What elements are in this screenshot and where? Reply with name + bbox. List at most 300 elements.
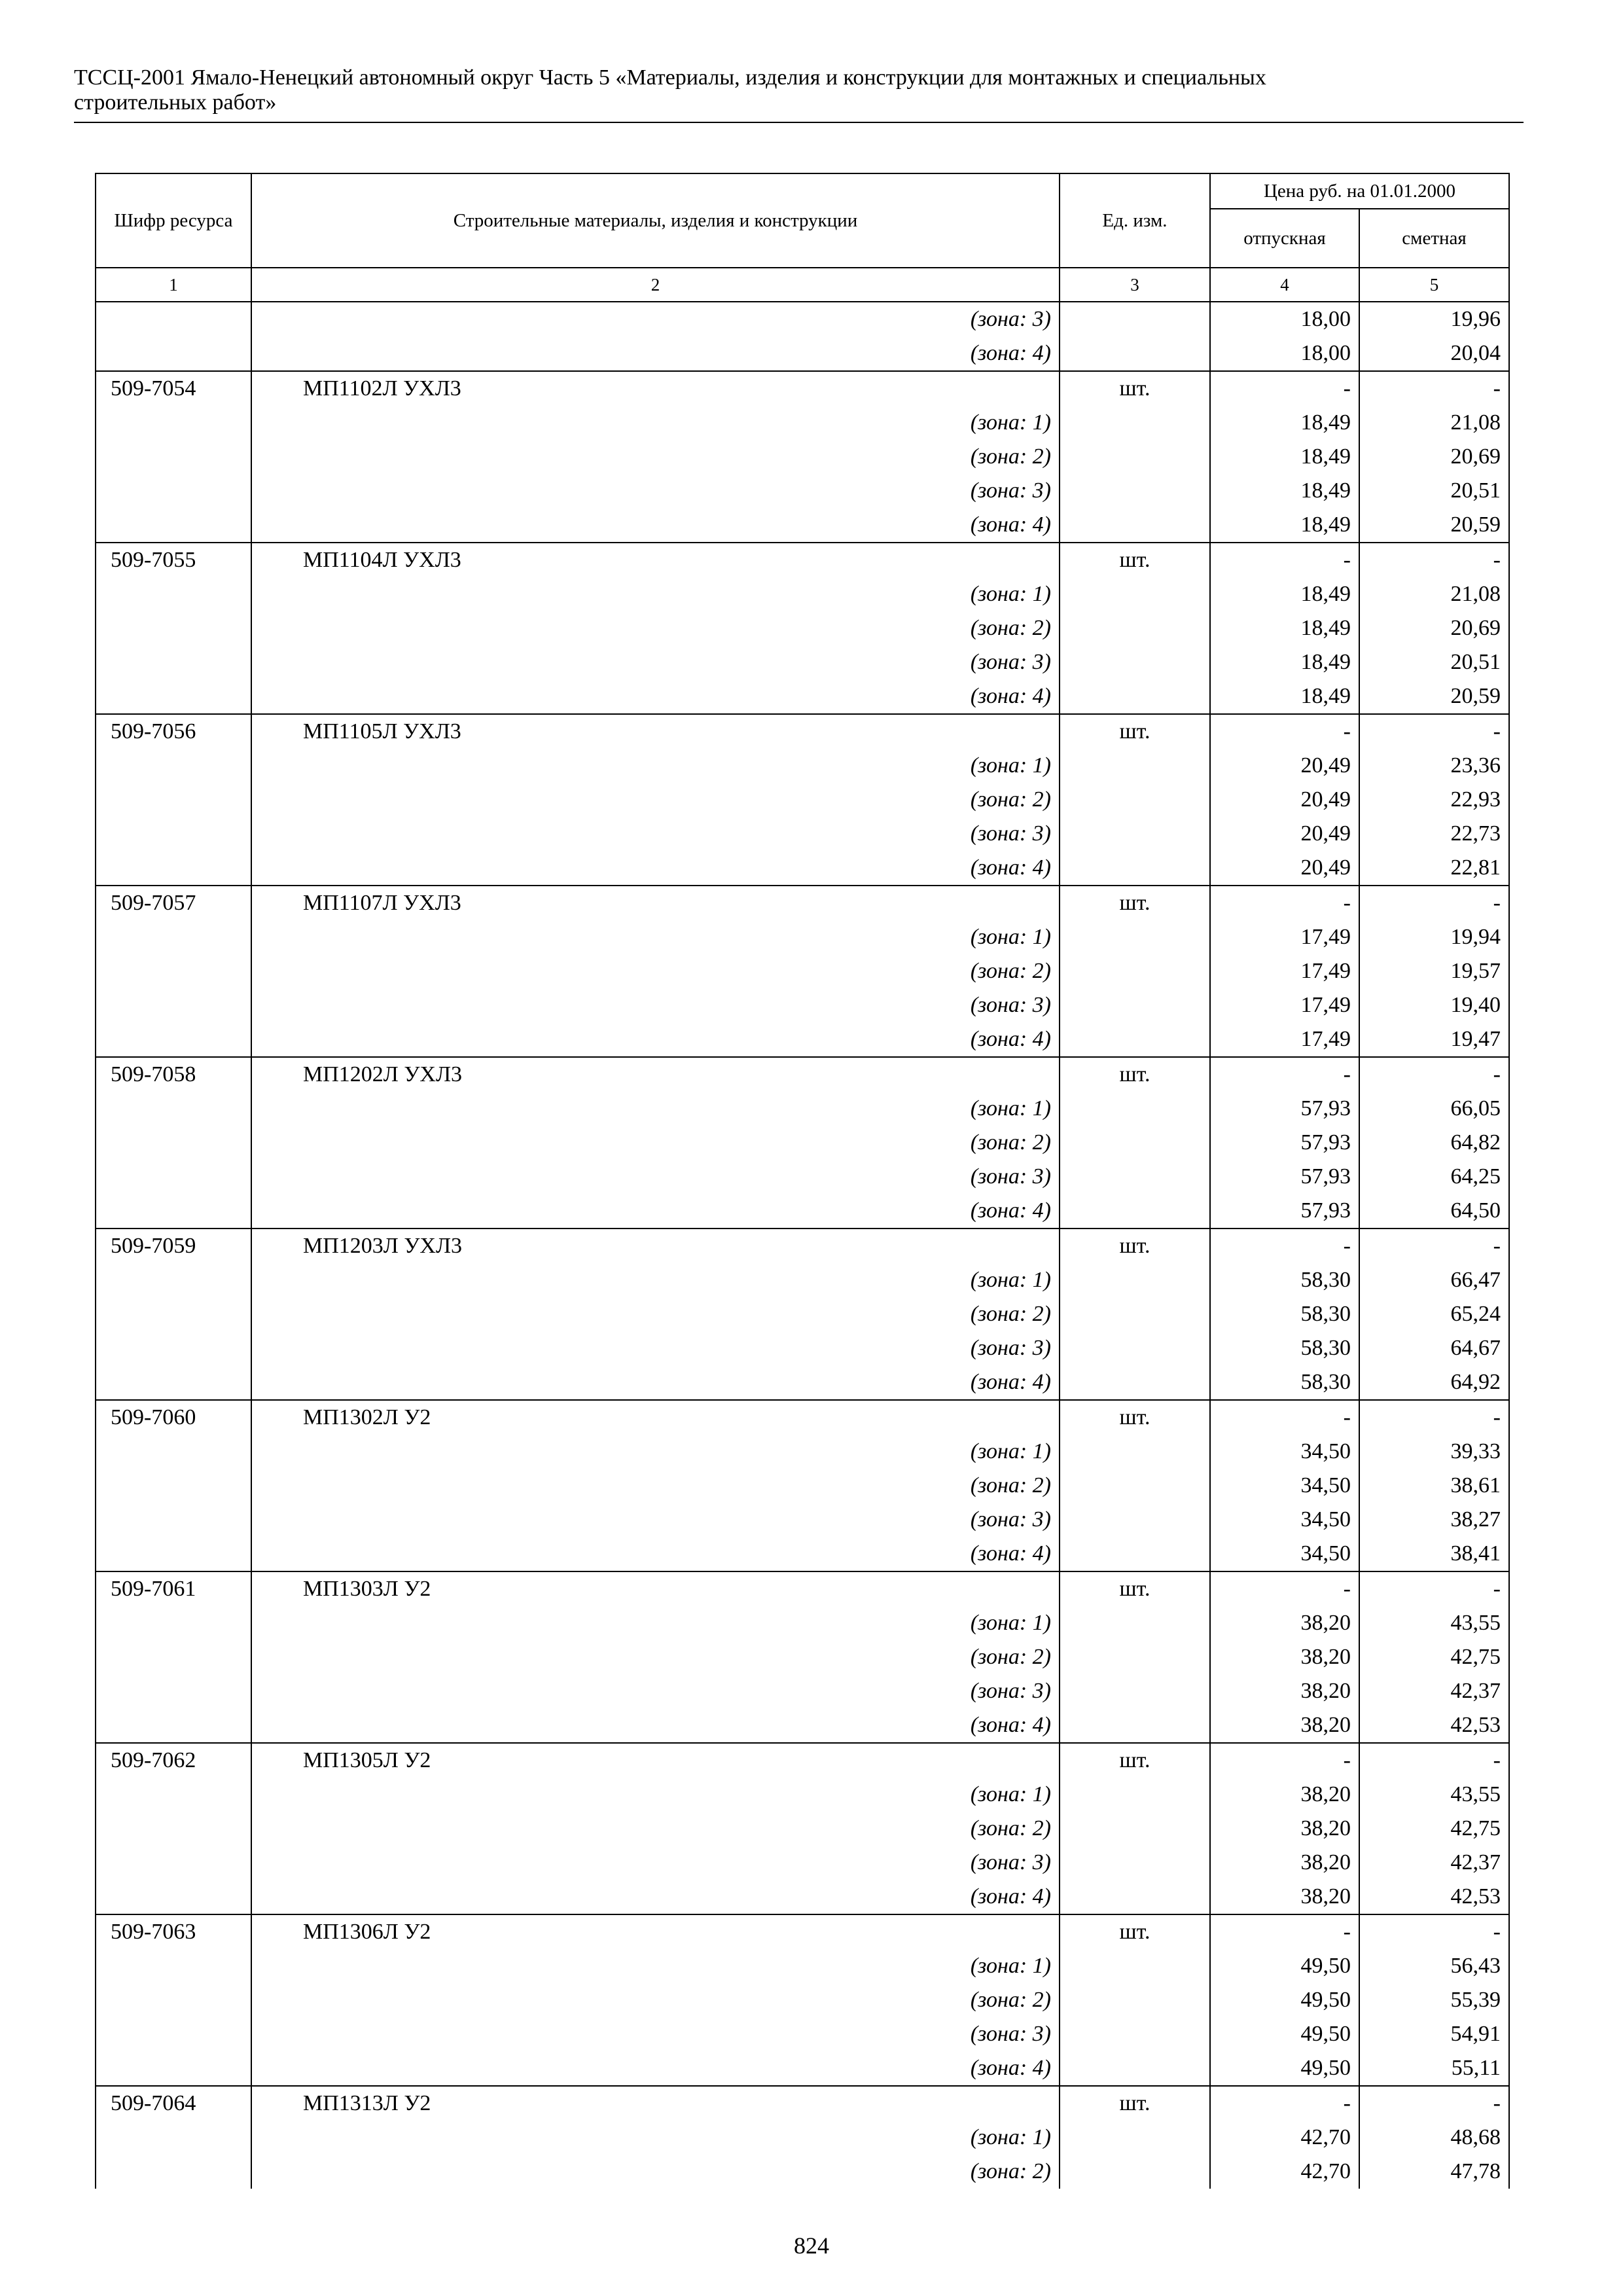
zone-label: (зона: 3)	[251, 474, 1060, 508]
unit-cell	[1060, 611, 1210, 645]
zone-label: (зона: 3)	[251, 1846, 1060, 1880]
estimate-price: 54,91	[1359, 2017, 1509, 2051]
zone-label: (зона: 4)	[251, 1022, 1060, 1057]
estimate-price: 42,75	[1359, 1812, 1509, 1846]
release-price: 18,00	[1210, 336, 1359, 371]
code-cell	[96, 336, 251, 371]
unit-cell	[1060, 817, 1210, 851]
code-cell	[96, 1812, 251, 1846]
release-price: 18,49	[1210, 577, 1359, 611]
zone-label: (зона: 2)	[251, 1297, 1060, 1331]
zone-label: (зона: 2)	[251, 783, 1060, 817]
zone-row	[96, 1194, 1509, 1229]
release-price: -	[1210, 1400, 1359, 1435]
unit-cell	[1060, 1160, 1210, 1194]
release-price: -	[1210, 1571, 1359, 1606]
estimate-price: 39,33	[1359, 1435, 1509, 1469]
header-line-1: ТССЦ-2001 Ямало-Ненецкий автономный округ Часть 5 «Материалы, изделия и конструкции для монтажных и специальных	[74, 65, 1266, 90]
unit-cell	[1060, 1469, 1210, 1503]
zone-label: (зона: 3)	[251, 645, 1060, 679]
zone-row	[96, 1297, 1509, 1331]
material-name: МП1306Л У2	[251, 1914, 1060, 1949]
code-cell	[96, 302, 251, 336]
release-price: 18,49	[1210, 645, 1359, 679]
page-header	[74, 65, 1524, 115]
zone-row	[96, 336, 1509, 371]
code-cell	[96, 440, 251, 474]
unit-cell	[1060, 1674, 1210, 1708]
code-cell	[96, 611, 251, 645]
code-cell	[96, 1331, 251, 1365]
resource-code: 509-7055	[96, 543, 251, 577]
unit-cell: шт.	[1060, 2086, 1210, 2121]
code-cell	[96, 817, 251, 851]
estimate-price: 42,75	[1359, 1640, 1509, 1674]
code-cell	[96, 2017, 251, 2051]
estimate-price: 20,59	[1359, 508, 1509, 543]
material-name: МП1313Л У2	[251, 2086, 1060, 2121]
estimate-price: 22,81	[1359, 851, 1509, 886]
unit-cell	[1060, 1606, 1210, 1640]
estimate-price: 43,55	[1359, 1606, 1509, 1640]
code-cell	[96, 1365, 251, 1400]
zone-label: (зона: 4)	[251, 679, 1060, 714]
zone-label: (зона: 3)	[251, 1160, 1060, 1194]
zone-row	[96, 1263, 1509, 1297]
col-number: 3	[1060, 268, 1210, 302]
zone-label: (зона: 1)	[251, 577, 1060, 611]
zone-row	[96, 1160, 1509, 1194]
code-cell	[96, 920, 251, 954]
release-price: 38,20	[1210, 1708, 1359, 1743]
unit-cell	[1060, 1194, 1210, 1229]
code-cell	[96, 1606, 251, 1640]
unit-cell	[1060, 2121, 1210, 2155]
zone-row	[96, 2017, 1509, 2051]
zone-row	[96, 1365, 1509, 1400]
unit-cell	[1060, 474, 1210, 508]
unit-cell	[1060, 1503, 1210, 1537]
release-price: 58,30	[1210, 1331, 1359, 1365]
code-cell	[96, 1846, 251, 1880]
table-row	[96, 2086, 1509, 2121]
code-cell	[96, 406, 251, 440]
release-price: 20,49	[1210, 749, 1359, 783]
release-price: 49,50	[1210, 2051, 1359, 2086]
release-price: 34,50	[1210, 1435, 1359, 1469]
zone-label: (зона: 2)	[251, 1640, 1060, 1674]
release-price: 20,49	[1210, 783, 1359, 817]
code-cell	[96, 1126, 251, 1160]
zone-label: (зона: 4)	[251, 1194, 1060, 1229]
zone-row	[96, 1331, 1509, 1365]
estimate-price: 42,53	[1359, 1708, 1509, 1743]
unit-cell: шт.	[1060, 1057, 1210, 1092]
unit-cell	[1060, 783, 1210, 817]
material-name: МП1104Л УХЛ3	[251, 543, 1060, 577]
zone-label: (зона: 1)	[251, 1092, 1060, 1126]
zone-label: (зона: 3)	[251, 1674, 1060, 1708]
page-number: 824	[794, 2233, 829, 2259]
estimate-price: -	[1359, 1229, 1509, 1263]
table-row	[96, 371, 1509, 406]
unit-cell	[1060, 920, 1210, 954]
release-price: 38,20	[1210, 1674, 1359, 1708]
zone-label: (зона: 1)	[251, 920, 1060, 954]
resource-code: 509-7064	[96, 2086, 251, 2121]
estimate-price: -	[1359, 371, 1509, 406]
zone-label: (зона: 2)	[251, 440, 1060, 474]
code-cell	[96, 1640, 251, 1674]
code-cell	[96, 1297, 251, 1331]
release-price: 18,00	[1210, 302, 1359, 336]
zone-label: (зона: 3)	[251, 302, 1060, 336]
estimate-price: 19,40	[1359, 988, 1509, 1022]
unit-cell	[1060, 1022, 1210, 1057]
resource-code: 509-7059	[96, 1229, 251, 1263]
unit-cell	[1060, 1640, 1210, 1674]
unit-cell	[1060, 1263, 1210, 1297]
release-price: 18,49	[1210, 679, 1359, 714]
code-cell	[96, 1469, 251, 1503]
unit-cell	[1060, 851, 1210, 886]
zone-label: (зона: 4)	[251, 1880, 1060, 1914]
estimate-price: 20,59	[1359, 679, 1509, 714]
release-price: 42,70	[1210, 2155, 1359, 2189]
release-price: 49,50	[1210, 1949, 1359, 1983]
code-cell	[96, 1263, 251, 1297]
release-price: -	[1210, 371, 1359, 406]
code-cell	[96, 645, 251, 679]
zone-label: (зона: 1)	[251, 749, 1060, 783]
resource-code: 509-7057	[96, 886, 251, 920]
zone-row	[96, 1435, 1509, 1469]
release-price: 20,49	[1210, 851, 1359, 886]
code-cell	[96, 1435, 251, 1469]
zone-row	[96, 1606, 1509, 1640]
release-price: -	[1210, 714, 1359, 749]
release-price: -	[1210, 1057, 1359, 1092]
zone-label: (зона: 4)	[251, 2051, 1060, 2086]
estimate-price: 22,73	[1359, 817, 1509, 851]
code-cell	[96, 1092, 251, 1126]
code-cell	[96, 1880, 251, 1914]
zone-row	[96, 920, 1509, 954]
release-price: 57,93	[1210, 1092, 1359, 1126]
release-price: 49,50	[1210, 2017, 1359, 2051]
resource-code: 509-7063	[96, 1914, 251, 1949]
estimate-price: 64,67	[1359, 1331, 1509, 1365]
unit-cell	[1060, 1365, 1210, 1400]
release-price: 18,49	[1210, 508, 1359, 543]
unit-cell	[1060, 1778, 1210, 1812]
unit-cell	[1060, 336, 1210, 371]
zone-row	[96, 817, 1509, 851]
release-price: 34,50	[1210, 1537, 1359, 1571]
unit-cell	[1060, 2155, 1210, 2189]
release-price: -	[1210, 1229, 1359, 1263]
release-price: 38,20	[1210, 1606, 1359, 1640]
unit-cell	[1060, 2051, 1210, 2086]
estimate-price: 66,05	[1359, 1092, 1509, 1126]
code-cell	[96, 2051, 251, 2086]
material-name: МП1102Л УХЛ3	[251, 371, 1060, 406]
zone-row	[96, 302, 1509, 336]
zone-row	[96, 1983, 1509, 2017]
code-cell	[96, 954, 251, 988]
unit-cell	[1060, 1435, 1210, 1469]
code-cell	[96, 1503, 251, 1537]
col-header-price: Цена руб. на 01.01.2000	[1210, 173, 1509, 209]
col-header-code: Шифр ресурса	[96, 173, 251, 268]
zone-row	[96, 783, 1509, 817]
unit-cell: шт.	[1060, 1571, 1210, 1606]
unit-cell: шт.	[1060, 1914, 1210, 1949]
estimate-price: 23,36	[1359, 749, 1509, 783]
estimate-price: 42,37	[1359, 1846, 1509, 1880]
material-name: МП1107Л УХЛ3	[251, 886, 1060, 920]
resource-code: 509-7060	[96, 1400, 251, 1435]
zone-row	[96, 1880, 1509, 1914]
estimate-price: -	[1359, 543, 1509, 577]
zone-label: (зона: 2)	[251, 1812, 1060, 1846]
code-cell	[96, 1674, 251, 1708]
zone-label: (зона: 2)	[251, 2155, 1060, 2189]
unit-cell: шт.	[1060, 371, 1210, 406]
estimate-price: 56,43	[1359, 1949, 1509, 1983]
table-row	[96, 543, 1509, 577]
estimate-price: -	[1359, 714, 1509, 749]
unit-cell	[1060, 1812, 1210, 1846]
estimate-price: 55,11	[1359, 2051, 1509, 2086]
estimate-price: 20,04	[1359, 336, 1509, 371]
unit-cell	[1060, 1708, 1210, 1743]
estimate-price: -	[1359, 1571, 1509, 1606]
estimate-price: 22,93	[1359, 783, 1509, 817]
col-number: 2	[251, 268, 1060, 302]
code-cell	[96, 1160, 251, 1194]
estimate-price: 20,69	[1359, 611, 1509, 645]
zone-label: (зона: 4)	[251, 1708, 1060, 1743]
zone-row	[96, 1778, 1509, 1812]
zone-label: (зона: 4)	[251, 851, 1060, 886]
release-price: 49,50	[1210, 1983, 1359, 2017]
unit-cell: шт.	[1060, 1229, 1210, 1263]
table-row	[96, 1057, 1509, 1092]
unit-cell	[1060, 954, 1210, 988]
estimate-price: 64,92	[1359, 1365, 1509, 1400]
unit-cell	[1060, 749, 1210, 783]
zone-label: (зона: 4)	[251, 508, 1060, 543]
zone-row	[96, 1022, 1509, 1057]
zone-row	[96, 577, 1509, 611]
release-price: 57,93	[1210, 1160, 1359, 1194]
release-price: 58,30	[1210, 1263, 1359, 1297]
zone-label: (зона: 4)	[251, 1365, 1060, 1400]
code-cell	[96, 1778, 251, 1812]
col-number: 5	[1359, 268, 1509, 302]
release-price: -	[1210, 2086, 1359, 2121]
code-cell	[96, 783, 251, 817]
release-price: 58,30	[1210, 1297, 1359, 1331]
zone-label: (зона: 2)	[251, 954, 1060, 988]
zone-label: (зона: 2)	[251, 1983, 1060, 2017]
unit-cell	[1060, 1126, 1210, 1160]
zone-row	[96, 645, 1509, 679]
zone-label: (зона: 3)	[251, 1503, 1060, 1537]
release-price: 20,49	[1210, 817, 1359, 851]
zone-row	[96, 1708, 1509, 1743]
unit-cell: шт.	[1060, 886, 1210, 920]
unit-cell: шт.	[1060, 543, 1210, 577]
resource-code: 509-7056	[96, 714, 251, 749]
zone-label: (зона: 3)	[251, 2017, 1060, 2051]
zone-row	[96, 1846, 1509, 1880]
estimate-price: -	[1359, 2086, 1509, 2121]
zone-label: (зона: 2)	[251, 1469, 1060, 1503]
release-price: 38,20	[1210, 1880, 1359, 1914]
release-price: 17,49	[1210, 920, 1359, 954]
code-cell	[96, 988, 251, 1022]
estimate-price: 21,08	[1359, 406, 1509, 440]
code-cell	[96, 679, 251, 714]
zone-row	[96, 2155, 1509, 2189]
estimate-price: -	[1359, 1400, 1509, 1435]
table-row	[96, 1229, 1509, 1263]
unit-cell: шт.	[1060, 1400, 1210, 1435]
unit-cell	[1060, 2017, 1210, 2051]
release-price: 18,49	[1210, 406, 1359, 440]
table-row	[96, 1914, 1509, 1949]
zone-label: (зона: 4)	[251, 1537, 1060, 1571]
estimate-price: 20,51	[1359, 474, 1509, 508]
estimate-price: -	[1359, 1914, 1509, 1949]
zone-row	[96, 1949, 1509, 1983]
code-cell	[96, 1983, 251, 2017]
unit-cell	[1060, 577, 1210, 611]
estimate-price: 65,24	[1359, 1297, 1509, 1331]
table-row	[96, 1400, 1509, 1435]
material-name: МП1303Л У2	[251, 1571, 1060, 1606]
unit-cell	[1060, 1846, 1210, 1880]
release-price: -	[1210, 886, 1359, 920]
zone-label: (зона: 1)	[251, 1263, 1060, 1297]
unit-cell	[1060, 679, 1210, 714]
zone-row	[96, 508, 1509, 543]
release-price: 57,93	[1210, 1126, 1359, 1160]
zone-label: (зона: 1)	[251, 1606, 1060, 1640]
zone-row	[96, 406, 1509, 440]
code-cell	[96, 2155, 251, 2189]
release-price: 42,70	[1210, 2121, 1359, 2155]
code-cell	[96, 508, 251, 543]
material-name: МП1302Л У2	[251, 1400, 1060, 1435]
zone-row	[96, 2051, 1509, 2086]
release-price: 17,49	[1210, 988, 1359, 1022]
release-price: 18,49	[1210, 474, 1359, 508]
table-row	[96, 714, 1509, 749]
zone-row	[96, 2121, 1509, 2155]
unit-cell	[1060, 645, 1210, 679]
estimate-price: 42,37	[1359, 1674, 1509, 1708]
zone-label: (зона: 1)	[251, 1949, 1060, 1983]
estimate-price: 38,41	[1359, 1537, 1509, 1571]
zone-row	[96, 954, 1509, 988]
header-line-2: строительных работ»	[74, 90, 277, 115]
release-price: 18,49	[1210, 440, 1359, 474]
unit-cell: шт.	[1060, 714, 1210, 749]
code-cell	[96, 1949, 251, 1983]
estimate-price: 38,61	[1359, 1469, 1509, 1503]
estimate-price: 64,82	[1359, 1126, 1509, 1160]
resource-code: 509-7054	[96, 371, 251, 406]
zone-label: (зона: 1)	[251, 1778, 1060, 1812]
unit-cell: шт.	[1060, 1743, 1210, 1778]
code-cell	[96, 1708, 251, 1743]
unit-cell	[1060, 440, 1210, 474]
unit-cell	[1060, 988, 1210, 1022]
estimate-price: 38,27	[1359, 1503, 1509, 1537]
code-cell	[96, 577, 251, 611]
col-header-estimate: сметная	[1359, 209, 1509, 268]
estimate-price: 20,51	[1359, 645, 1509, 679]
estimate-price: 21,08	[1359, 577, 1509, 611]
zone-label: (зона: 2)	[251, 611, 1060, 645]
estimate-price: 64,50	[1359, 1194, 1509, 1229]
estimate-price: -	[1359, 1743, 1509, 1778]
estimate-price: 20,69	[1359, 440, 1509, 474]
col-header-name: Строительные материалы, изделия и конструкции	[251, 173, 1060, 268]
col-header-release: отпускная	[1210, 209, 1359, 268]
zone-row	[96, 1537, 1509, 1571]
estimate-price: 66,47	[1359, 1263, 1509, 1297]
price-table	[95, 173, 1510, 2189]
estimate-price: 55,39	[1359, 1983, 1509, 2017]
unit-cell	[1060, 1537, 1210, 1571]
release-price: 38,20	[1210, 1846, 1359, 1880]
zone-label: (зона: 2)	[251, 1126, 1060, 1160]
code-cell	[96, 2121, 251, 2155]
unit-cell	[1060, 302, 1210, 336]
zone-label: (зона: 1)	[251, 406, 1060, 440]
code-cell	[96, 1022, 251, 1057]
material-name: МП1202Л УХЛ3	[251, 1057, 1060, 1092]
col-number: 1	[96, 268, 251, 302]
zone-row	[96, 1092, 1509, 1126]
code-cell	[96, 749, 251, 783]
release-price: 34,50	[1210, 1469, 1359, 1503]
estimate-price: 19,94	[1359, 920, 1509, 954]
table-body	[96, 302, 1509, 2189]
release-price: 17,49	[1210, 954, 1359, 988]
estimate-price: 43,55	[1359, 1778, 1509, 1812]
unit-cell	[1060, 406, 1210, 440]
release-price: -	[1210, 1914, 1359, 1949]
header-rule	[74, 122, 1524, 123]
unit-cell	[1060, 508, 1210, 543]
estimate-price: 47,78	[1359, 2155, 1509, 2189]
resource-code: 509-7062	[96, 1743, 251, 1778]
estimate-price: 64,25	[1359, 1160, 1509, 1194]
zone-row	[96, 749, 1509, 783]
release-price: 34,50	[1210, 1503, 1359, 1537]
zone-label: (зона: 3)	[251, 1331, 1060, 1365]
zone-row	[96, 611, 1509, 645]
zone-label: (зона: 1)	[251, 1435, 1060, 1469]
col-number: 4	[1210, 268, 1359, 302]
zone-label: (зона: 3)	[251, 817, 1060, 851]
release-price: 38,20	[1210, 1778, 1359, 1812]
